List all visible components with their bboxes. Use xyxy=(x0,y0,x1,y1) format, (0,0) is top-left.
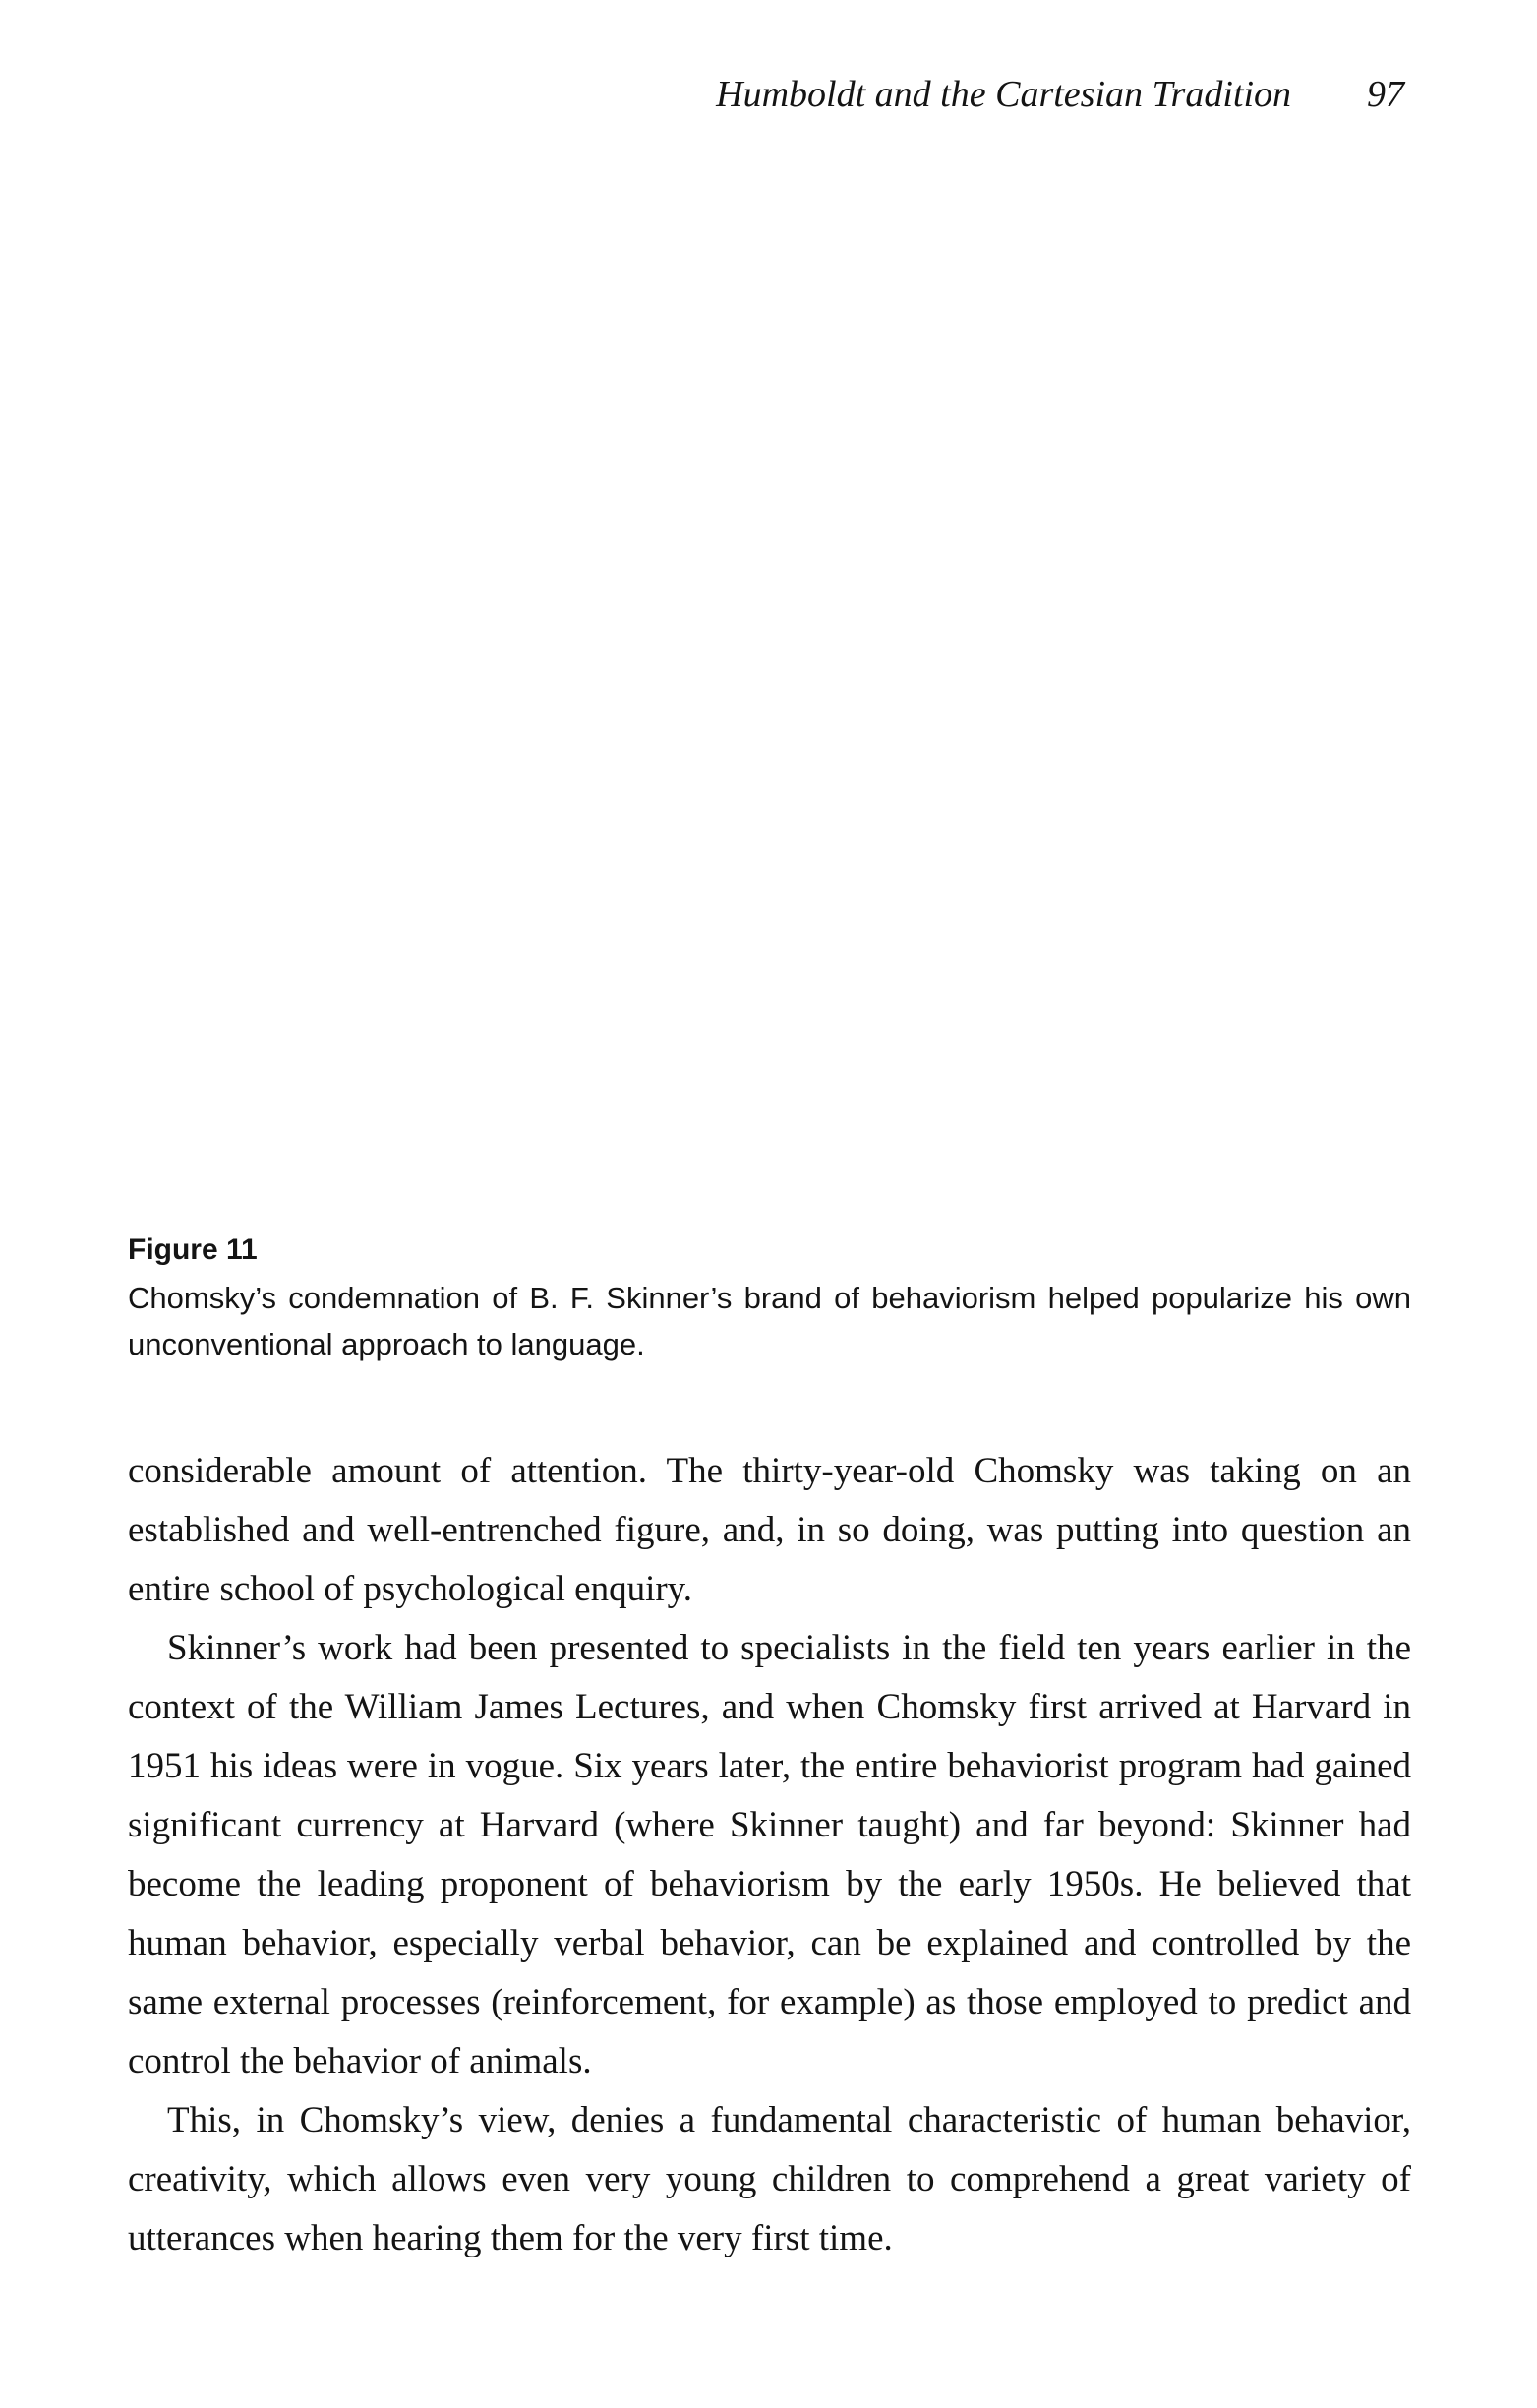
paragraph-3: This, in Chomsky’s view, denies a fundamental characteristic of human behavior, creativity, which allows even very young children to comprehend a great variety of utterances when hearing them for the very first time. xyxy=(128,2100,1411,2258)
paragraph-2: Skinner’s work had been presented to specialists in the field ten years earlier in the context of the William James Lectures, and when Chomsky first arrived at Harvard in 1951 his ideas were in vogue. Six years later, the entire behaviorist program had gained significant currency at Harvard (where Skinner taught) and far beyond: Skinner had become the leading proponent of behaviorism by the early 1950s. He believed that human behavior, especially verbal behavior, can be explained and controlled by the same external processes (reinforcement, for example) as those employed to predict and control the behavior of animals. xyxy=(128,1628,1411,2081)
running-head xyxy=(0,65,1537,124)
body-text xyxy=(128,1442,1411,2268)
running-title: Humboldt and the Cartesian Tradition xyxy=(716,74,1291,115)
figure-image-area xyxy=(128,167,1411,1230)
page-number: 97 xyxy=(1367,74,1404,115)
figure-caption-text: Chomsky’s condemnation of B. F. Skinner’s brand of behaviorism helped popularize his own unconventional approach to language. xyxy=(128,1281,1411,1361)
paragraph-1: considerable amount of attention. The thirty-year-old Chomsky was taking on an established and well-entrenched figure, and, in so doing, was putting into question an entire school of psychological enquiry. xyxy=(128,1451,1411,1609)
figure-label: Figure 11 xyxy=(128,1234,258,1266)
figure-caption xyxy=(128,1230,1411,1367)
